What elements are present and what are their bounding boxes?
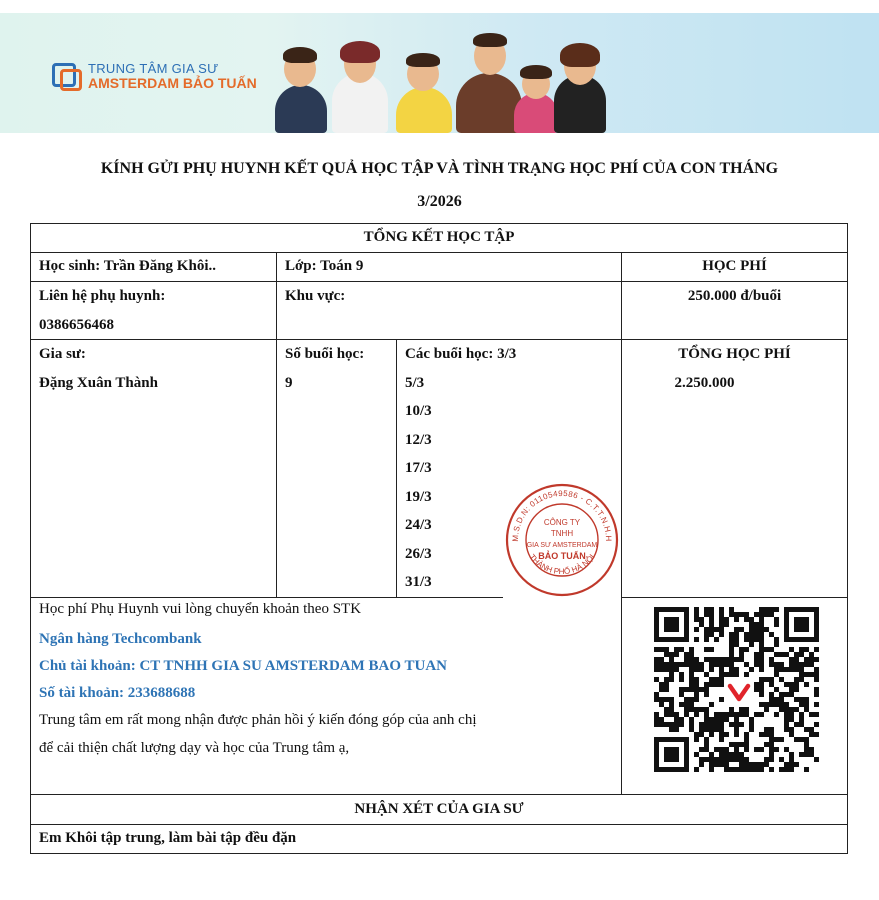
tutor-comment: Em Khôi tập trung, làm bài tập đều đặn bbox=[31, 824, 848, 853]
class-name: Lớp: Toán 9 bbox=[277, 253, 622, 282]
logo-line1: TRUNG TÂM GIA SƯ bbox=[88, 61, 219, 76]
session-date: 24/3 bbox=[405, 517, 432, 533]
qr-code bbox=[652, 603, 822, 778]
summary-header: TỔNG KẾT HỌC TẬP bbox=[31, 224, 848, 253]
page-title: KÍNH GỬI PHỤ HUYNH KẾT QUẢ HỌC TẬP VÀ TÌNH TRẠNG HỌC PHÍ CỦA CON THÁNG bbox=[100, 160, 779, 177]
total-fee-value: 2.250.000 bbox=[674, 374, 735, 391]
fee-per-session: 250.000 đ/buổi bbox=[687, 288, 782, 304]
account-holder: Chủ tài khoản: CT TNHH GIA SU AMSTERDAM BAO TUAN bbox=[39, 657, 448, 674]
tutor-comment-header: NHẬN XÉT CỦA GIA SƯ bbox=[31, 794, 848, 824]
stamp-line4: BẢO TUẤN bbox=[538, 551, 586, 561]
area-label: Khu vực: bbox=[285, 288, 346, 304]
parent-phone: 0386656468 bbox=[39, 316, 114, 333]
stamp-bottom-text: THÀNH PHỐ HÀ NỘI bbox=[527, 552, 597, 577]
account-number: Số tài khoản: 233688688 bbox=[39, 684, 196, 701]
tutor-label: Gia sư: bbox=[39, 346, 86, 362]
logo-line2: AMSTERDAM BẢO TUẤN bbox=[88, 75, 257, 91]
stamp-ring-text: M.S.D.N: 0110549586 - C.T.T.N.H.H bbox=[510, 488, 614, 542]
center-logo bbox=[52, 61, 257, 91]
logo-icon bbox=[52, 63, 80, 89]
stamp-line2: TNHH bbox=[550, 529, 574, 538]
payment-note: Học phí Phụ Huynh vui lòng chuyển khoản theo STK bbox=[39, 600, 362, 617]
student-name: Học sinh: Trần Đăng Khôi.. bbox=[31, 253, 277, 282]
stamp-line3: GIA SƯ AMSTERDAM bbox=[526, 542, 598, 549]
session-date: 5/3 bbox=[405, 374, 425, 391]
sessions-label: Số buổi học: bbox=[285, 346, 365, 362]
session-date: 19/3 bbox=[405, 488, 432, 505]
tutor-name: Đặng Xuân Thành bbox=[39, 374, 158, 391]
banner-photo bbox=[270, 33, 610, 133]
session-date: 12/3 bbox=[405, 431, 432, 448]
session-date: 26/3 bbox=[405, 545, 432, 562]
bank-name: Ngân hàng Techcombank bbox=[39, 630, 202, 647]
page-title-month: 3/2026 bbox=[417, 193, 462, 210]
sessions-count: 9 bbox=[285, 374, 293, 391]
session-date: 10/3 bbox=[405, 403, 432, 419]
feedback-line1: Trung tâm em rất mong nhận được phản hồi ý kiến đóng góp của anh chị bbox=[39, 711, 477, 728]
total-fee-label: TỔNG HỌC PHÍ bbox=[678, 346, 791, 362]
parent-contact-label: Liên hệ phụ huynh: bbox=[39, 288, 166, 304]
stamp-line1: CÔNG TY bbox=[543, 518, 581, 527]
sessions-list-label: Các buổi học: 3/3 bbox=[405, 346, 517, 362]
session-date: 31/3 bbox=[405, 574, 432, 590]
header-banner bbox=[0, 13, 879, 133]
company-stamp bbox=[503, 481, 621, 599]
session-date: 17/3 bbox=[405, 460, 432, 476]
fee-header: HỌC PHÍ bbox=[622, 253, 848, 282]
feedback-line2: để cải thiện chất lượng dạy và học của Trung tâm ạ, bbox=[39, 739, 350, 756]
